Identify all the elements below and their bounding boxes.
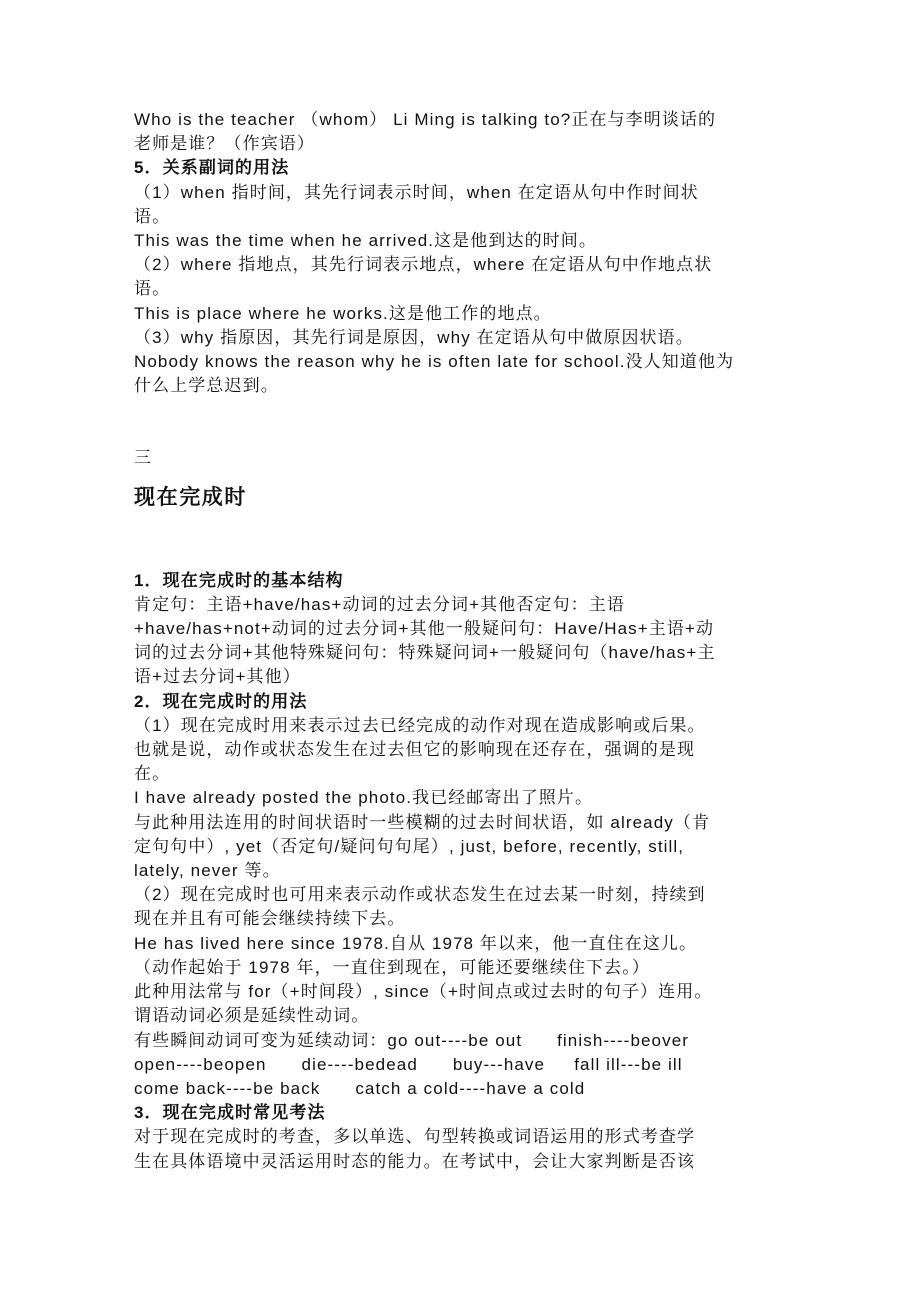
text-line: 语+过去分词+其他）: [134, 667, 301, 687]
text-line: 对于现在完成时的考查，多以单选、句型转换或词语运用的形式考查学: [134, 1127, 696, 1147]
text-line: 什么上学总迟到。: [134, 376, 279, 396]
heading-exam-points: 3．现在完成时常见考法: [134, 1103, 326, 1123]
text-line: Nobody knows the reason why he is often late for school.没人知道他为: [134, 352, 735, 372]
text-line: 语。: [134, 279, 171, 299]
text-line: （动作起始于 1978 年，一直住到现在，可能还要继续住下去。）: [134, 957, 650, 977]
text-line: 老师是谁？（作宾语）: [134, 134, 315, 154]
section-title-present-perfect: 现在完成时: [134, 485, 247, 509]
text-line: 肯定句：主语+have/has+动词的过去分词+其他否定句：主语: [134, 594, 625, 614]
text-line: come back----be back catch a cold----have a cold: [134, 1078, 586, 1098]
text-line: +have/has+not+动词的过去分词+其他一般疑问句：Have/Has+主语+动: [134, 619, 715, 639]
text-line: 此种用法常与 for（+时间段）, since（+时间点或过去时的句子）连用。: [134, 982, 713, 1002]
heading-usage: 2．现在完成时的用法: [134, 691, 308, 711]
text-line: This was the time when he arrived.这是他到达的时间。: [134, 231, 597, 251]
text-line: He has lived here since 1978.自从 1978 年以来，他一直住在这儿。: [134, 933, 698, 953]
paragraph-present-perfect: [134, 569, 820, 1174]
text-line: （2）where 指地点，其先行词表示地点，where 在定语从句中作地点状: [134, 255, 713, 275]
text-line: 在。: [134, 764, 171, 784]
text-line: 与此种用法连用的时间状语时一些模糊的过去时间状语，如 already（肯: [134, 812, 711, 832]
text-line: Who is the teacher （whom） Li Ming is talking to?正在与李明谈话的: [134, 110, 717, 129]
text-line: 定句句中）, yet（否定句/疑问句句尾）, just, before, recently, still,: [134, 836, 685, 856]
section-number: 三: [134, 448, 153, 468]
text-line: 也就是说，动作或状态发生在过去但它的影响现在还存在，强调的是现: [134, 740, 696, 760]
text-line: （1）现在完成时用来表示过去已经完成的动作对现在造成影响或后果。: [134, 715, 706, 735]
text-line: 词的过去分词+其他特殊疑问句：特殊疑问词+一般疑问句（have/has+主: [134, 643, 716, 663]
paragraph-relative-adverbs: [134, 108, 820, 398]
text-line: 语。: [134, 206, 171, 226]
text-line: 有些瞬间动词可变为延续动词：go out----be out finish----beover: [134, 1030, 690, 1050]
heading-basic-structure: 1．现在完成时的基本结构: [134, 570, 344, 590]
text-line: lately, never 等。: [134, 861, 281, 881]
text-line: （2）现在完成时也可用来表示动作或状态发生在过去某一时刻，持续到: [134, 885, 706, 905]
text-line: This is place where he works.这是他工作的地点。: [134, 303, 552, 323]
text-line: open----beopen die----bedead buy---have fall ill---be ill: [134, 1054, 683, 1074]
text-line: （3）why 指原因，其先行词是原因，why 在定语从句中做原因状语。: [134, 327, 694, 347]
text-line: （1）when 指时间，其先行词表示时间，when 在定语从句中作时间状: [134, 182, 699, 202]
text-line: I have already posted the photo.我已经邮寄出了照片。: [134, 788, 594, 808]
text-line: 现在并且有可能会继续持续下去。: [134, 909, 406, 929]
text-line: 生在具体语境中灵活运用时态的能力。在考试中，会让大家判断是否该: [134, 1151, 696, 1171]
text-line: 谓语动词必须是延续性动词。: [134, 1006, 370, 1026]
heading-relative-adverbs-usage: 5．关系副词的用法: [134, 158, 290, 178]
